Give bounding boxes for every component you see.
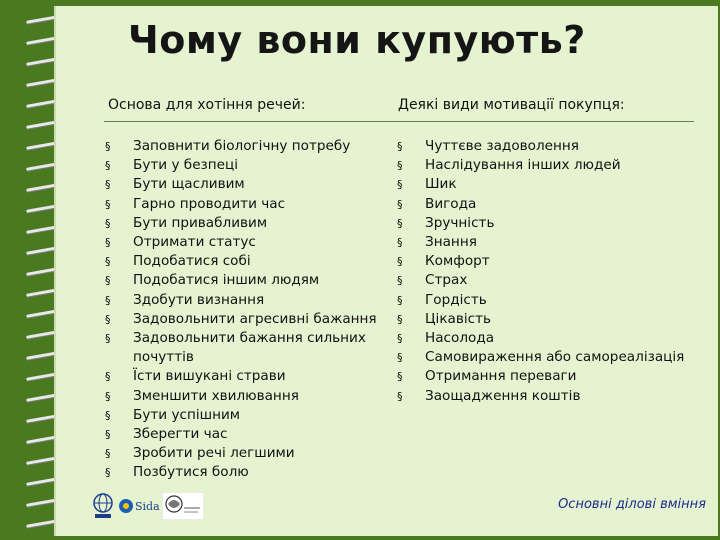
- left-item-text: Подобатися іншим людям: [133, 272, 320, 289]
- right-item-text: Отримання переваги: [425, 368, 577, 385]
- left-item-text: Задовольнити бажання сильних почуттів: [133, 330, 366, 366]
- left-item-text: Бути привабливим: [133, 214, 268, 231]
- left-list-item: [105, 387, 383, 406]
- left-list-item: [105, 271, 383, 290]
- right-item-text: Цікавість: [425, 310, 492, 327]
- bullet-icon: §: [105, 389, 111, 403]
- left-item-text: Позбутися болю: [133, 464, 249, 481]
- left-item-text: Зробити речі легшими: [133, 445, 295, 462]
- bullet-icon: §: [105, 255, 111, 269]
- right-item-text: Гордість: [425, 291, 487, 308]
- left-list-item: [105, 175, 383, 194]
- right-item-text: Наслідування інших людей: [425, 157, 621, 174]
- bullet-icon: §: [397, 332, 403, 346]
- left-item-text: Їсти вишукані страви: [133, 368, 286, 385]
- left-item-text: Задовольнити агресивні бажання: [133, 310, 377, 327]
- right-list-item: [397, 252, 697, 271]
- left-bullet-list: [105, 137, 383, 483]
- bullet-icon: §: [105, 466, 111, 480]
- right-list-item: [397, 310, 697, 329]
- right-list-item: [397, 329, 697, 348]
- right-list-item: [397, 367, 697, 386]
- right-item-text: Знання: [425, 234, 477, 251]
- partner-logos: [92, 492, 212, 524]
- left-item-text: Подобатися собі: [133, 253, 251, 270]
- right-list-item: [397, 175, 697, 194]
- right-item-text: Вигода: [425, 195, 477, 212]
- left-list-item: [105, 406, 383, 425]
- right-item-text: Самовираження або самореалізація: [425, 349, 685, 366]
- right-item-text: Шик: [425, 176, 457, 193]
- right-bullet-list: [397, 137, 697, 406]
- bullet-icon: §: [105, 274, 111, 288]
- left-item-text: Заповнити біологічну потребу: [133, 138, 351, 154]
- right-list-item: [397, 233, 697, 252]
- right-list-item: [397, 156, 697, 175]
- bullet-icon: §: [105, 236, 111, 250]
- sida-logo-icon: [118, 498, 134, 514]
- bullet-icon: §: [105, 159, 111, 173]
- left-list-item: [105, 252, 383, 271]
- bullet-icon: §: [105, 197, 111, 211]
- bullet-icon: §: [105, 428, 111, 442]
- left-list-item: [105, 195, 383, 214]
- bullet-icon: §: [397, 351, 403, 365]
- bullet-icon: §: [397, 389, 403, 403]
- right-list-item: [397, 387, 697, 406]
- bullet-icon: §: [105, 447, 111, 461]
- foundation-logo-icon: [162, 492, 204, 520]
- bullet-icon: §: [397, 293, 403, 307]
- right-list-item: [397, 214, 697, 233]
- bullet-icon: §: [105, 312, 111, 326]
- sida-logo-text: Sida: [135, 500, 160, 513]
- bullet-icon: §: [105, 216, 111, 230]
- left-item-text: Отримати статус: [133, 234, 256, 251]
- bullet-icon: §: [105, 408, 111, 422]
- bullet-icon: §: [397, 370, 403, 384]
- left-list-item: [105, 156, 383, 175]
- left-item-text: Зменшити хвилювання: [133, 387, 299, 404]
- right-list-item: [397, 271, 697, 290]
- left-list-item: [105, 329, 383, 367]
- bullet-icon: §: [397, 197, 403, 211]
- bullet-icon: §: [105, 332, 111, 346]
- left-item-text: Бути у безпеці: [133, 157, 239, 174]
- right-column-heading: Деякі види мотивації покупця:: [398, 97, 625, 113]
- bullet-icon: §: [397, 236, 403, 250]
- bullet-icon: §: [397, 159, 403, 173]
- left-list-item: [105, 444, 383, 463]
- left-list-item: [105, 463, 383, 482]
- right-item-text: Чуттєве задоволення: [425, 138, 579, 154]
- left-list-item: [105, 214, 383, 233]
- right-list-item: [397, 348, 697, 367]
- left-list-item: [105, 367, 383, 386]
- heading-divider: [104, 121, 694, 122]
- left-column-heading: Основа для хотіння речей:: [108, 97, 306, 113]
- bullet-icon: §: [397, 216, 403, 230]
- bullet-icon: §: [397, 274, 403, 288]
- left-item-text: Здобути визнання: [133, 291, 265, 308]
- left-item-text: Бути щасливим: [133, 176, 245, 193]
- left-list-item: [105, 137, 383, 156]
- left-item-text: Гарно проводити час: [133, 195, 286, 212]
- bullet-icon: §: [105, 293, 111, 307]
- slide-title: Чому вони купують?: [128, 18, 586, 62]
- right-item-text: Заощадження коштів: [425, 387, 581, 404]
- globe-logo-icon: [92, 492, 114, 522]
- right-item-text: Зручність: [425, 214, 495, 231]
- right-item-text: Комфорт: [425, 253, 490, 270]
- left-list-item: [105, 291, 383, 310]
- left-list-item: [105, 233, 383, 252]
- right-item-text: Страх: [425, 272, 468, 289]
- left-list-item: [105, 310, 383, 329]
- bullet-icon: §: [105, 178, 111, 192]
- bullet-icon: §: [397, 140, 403, 153]
- left-item-text: Бути успішним: [133, 406, 241, 423]
- bullet-icon: §: [397, 178, 403, 192]
- bullet-icon: §: [105, 370, 111, 384]
- right-item-text: Насолода: [425, 330, 495, 347]
- bullet-icon: §: [397, 312, 403, 326]
- bullet-icon: §: [397, 255, 403, 269]
- left-list-item: [105, 425, 383, 444]
- left-item-text: Зберегти час: [133, 426, 228, 443]
- right-list-item: [397, 291, 697, 310]
- right-list-item: [397, 137, 697, 156]
- bullet-icon: §: [105, 140, 111, 153]
- right-list-item: [397, 195, 697, 214]
- footer-caption: Основні ділові вміння: [558, 497, 706, 512]
